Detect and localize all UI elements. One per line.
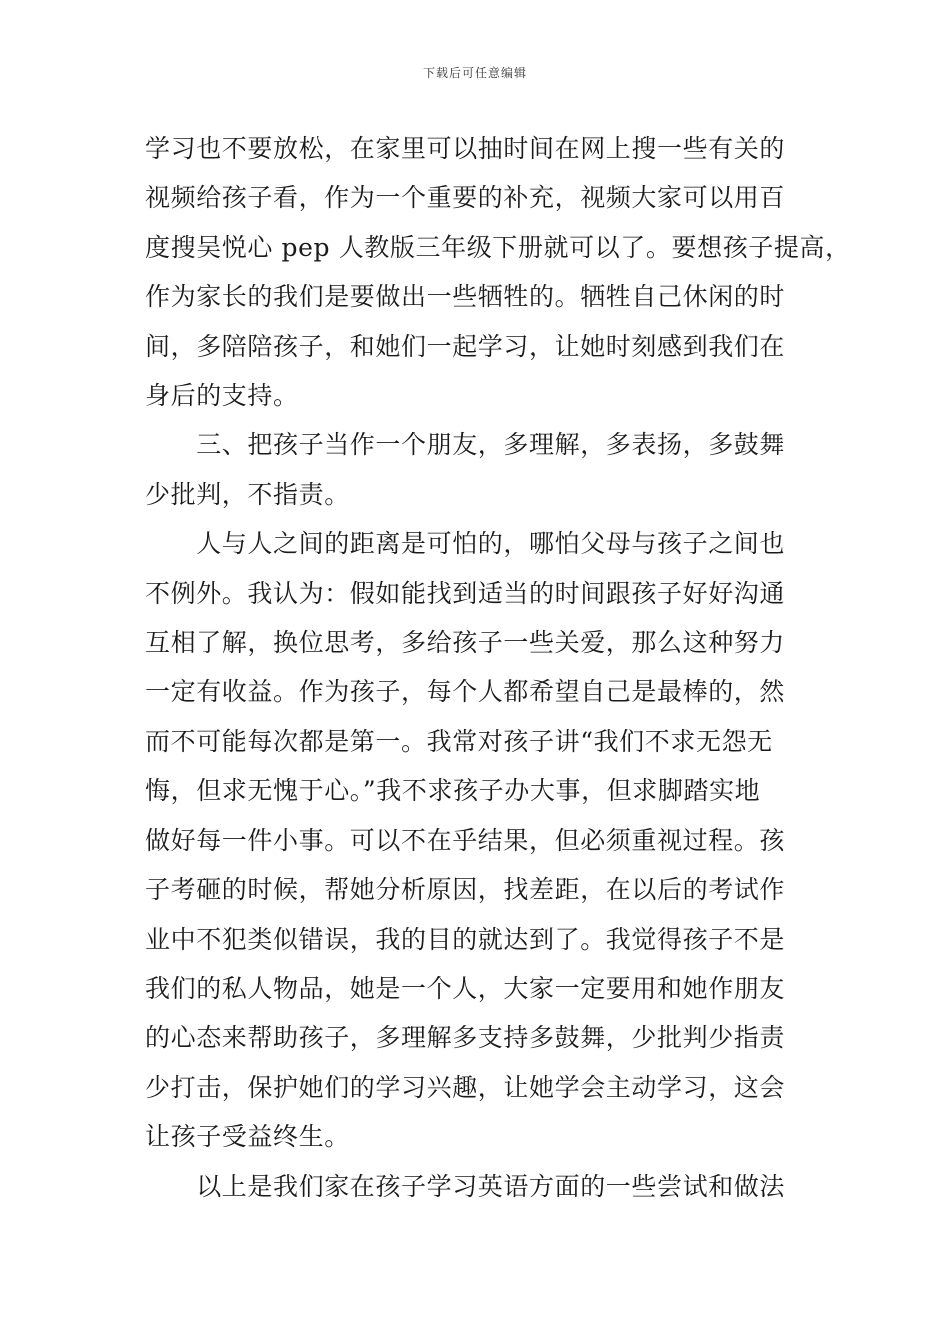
text-line: 子考砸的时候，帮她分析原因，找差距，在以后的考试作 bbox=[145, 875, 786, 905]
text-line: 让孩子受益终生。 bbox=[145, 1122, 350, 1152]
text-line: 人与人之间的距离是可怕的，哪怕父母与孩子之间也 bbox=[145, 529, 786, 559]
text-line: 而不可能每次都是第一。我常对孩子讲“我们不求无怨无 bbox=[145, 726, 773, 756]
text-line: 身后的支持。 bbox=[145, 381, 299, 411]
text-line: 业中不犯类似错误，我的目的就达到了。我觉得孩子不是 bbox=[145, 924, 786, 954]
text-line: 间，多陪陪孩子，和她们一起学习，让她时刻感到我们在 bbox=[145, 331, 786, 361]
text-line: 少批判，不指责。 bbox=[145, 479, 350, 509]
text-line: 视频给孩子看，作为一个重要的补充，视频大家可以用百 bbox=[145, 183, 786, 213]
text-line: 三、把孩子当作一个朋友，多理解，多表扬，多鼓舞 bbox=[145, 430, 786, 460]
text-line: 作为家长的我们是要做出一些牺牲的。牺牲自己休闲的时 bbox=[145, 282, 786, 312]
text-line: 我们的私人物品，她是一个人，大家一定要用和她作朋友 bbox=[145, 973, 786, 1003]
text-line: 少打击，保护她们的学习兴趣，让她学会主动学习，这会 bbox=[145, 1072, 786, 1102]
text-line: 度搜吴悦心 pep 人教版三年级下册就可以了。要想孩子提高， bbox=[145, 232, 851, 262]
text-line: 的心态来帮助孩子，多理解多支持多鼓舞，少批判少指责 bbox=[145, 1023, 786, 1053]
text-line: 做好每一件小事。可以不在乎结果，但必须重视过程。孩 bbox=[145, 825, 786, 855]
text-line: 以上是我们家在孩子学习英语方面的一些尝试和做法 bbox=[145, 1171, 786, 1201]
document-body bbox=[145, 124, 851, 1211]
text-line: 不例外。我认为：假如能找到适当的时间跟孩子好好沟通 bbox=[145, 578, 786, 608]
page-header: 下载后可任意编辑 bbox=[422, 66, 527, 80]
text-line: 学习也不要放松，在家里可以抽时间在网上搜一些有关的 bbox=[145, 134, 786, 163]
text-line: 一定有收益。作为孩子，每个人都希望自己是最棒的，然 bbox=[145, 677, 786, 707]
text-line: 悔，但求无愧于心。”我不求孩子办大事，但求脚踏实地 bbox=[145, 776, 761, 806]
text-line: 互相了解，换位思考，多给孩子一些关爱，那么这种努力 bbox=[145, 628, 786, 658]
